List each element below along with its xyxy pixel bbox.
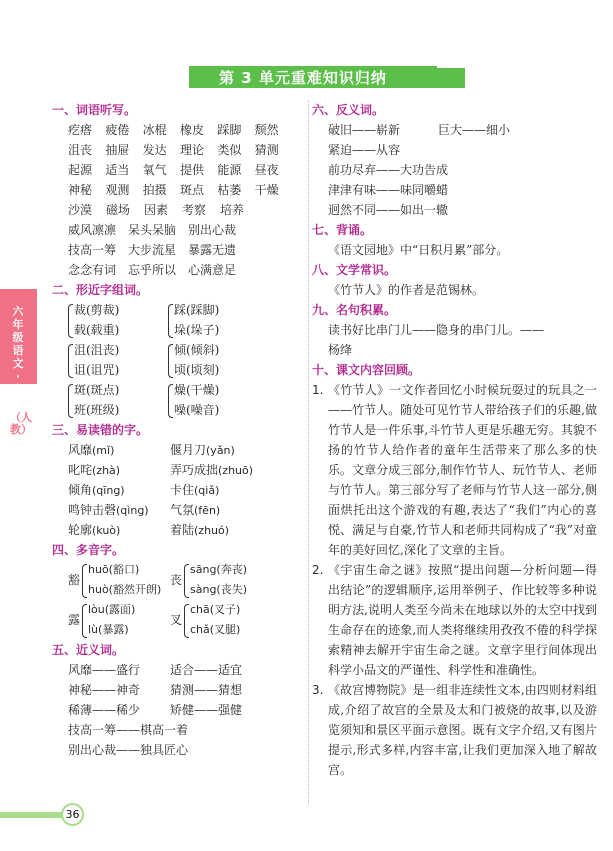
word: 观测 bbox=[105, 183, 130, 197]
word: 疙瘩 bbox=[68, 123, 93, 137]
polyphone-row bbox=[68, 600, 292, 640]
pair-item: 顷(顷刻) bbox=[174, 363, 220, 377]
polyphone-item bbox=[68, 600, 170, 640]
word: 沙漠 bbox=[68, 203, 93, 217]
idiom: 念念有词 bbox=[68, 263, 117, 277]
pair-item: 裁(剪裁) bbox=[74, 303, 120, 317]
idiom-row bbox=[68, 220, 292, 240]
word: 风靡 bbox=[68, 443, 93, 457]
section-heading: 三、易读错的字。 bbox=[52, 423, 149, 437]
pronunciation-row bbox=[68, 520, 292, 540]
item-number: 1. bbox=[312, 383, 324, 397]
section-heading: 一、词语听写。 bbox=[52, 103, 137, 117]
pronunciation-item bbox=[170, 480, 272, 500]
similar-char-pair bbox=[168, 380, 268, 420]
footer-bar bbox=[0, 812, 64, 818]
word: 因素 bbox=[144, 203, 169, 217]
reading: huō(豁口) bbox=[88, 563, 140, 576]
word: 培养 bbox=[220, 203, 245, 217]
idiom: 心满意足 bbox=[188, 263, 237, 277]
idiom: 技高一筹 bbox=[68, 243, 117, 257]
brace-icon bbox=[68, 304, 73, 338]
pinyin: (zhuō) bbox=[218, 464, 254, 477]
pair-item: 燥(干燥) bbox=[174, 383, 220, 397]
brace-icon bbox=[82, 564, 87, 598]
banner-notch bbox=[437, 64, 465, 68]
synonym-pair: 神秘——神奇 bbox=[68, 683, 141, 697]
pronunciation-item bbox=[170, 460, 272, 480]
word-row bbox=[68, 200, 292, 220]
similar-char-pair bbox=[68, 340, 168, 380]
word: 斑点 bbox=[179, 183, 204, 197]
brace-icon bbox=[168, 344, 173, 378]
pronunciation-item bbox=[68, 480, 170, 500]
word-row bbox=[68, 140, 292, 160]
word: 踩脚 bbox=[217, 123, 242, 137]
page-title: 第 3 单元重难知识归纳 bbox=[219, 69, 387, 87]
synonym-row bbox=[68, 700, 292, 720]
pair-item: 诅(诅咒) bbox=[74, 363, 120, 377]
synonym-row bbox=[68, 660, 292, 680]
section-heading: 六、反义词。 bbox=[312, 103, 385, 117]
word: 叱咤 bbox=[68, 463, 93, 477]
review-item bbox=[312, 560, 597, 680]
section-heading: 七、背诵。 bbox=[312, 223, 373, 237]
word: 能源 bbox=[217, 163, 242, 177]
brace-icon bbox=[68, 344, 73, 378]
word: 沮丧 bbox=[68, 143, 93, 157]
pinyin: (qīng) bbox=[92, 484, 125, 497]
pair-item: 噪(噪音) bbox=[174, 403, 220, 417]
antonym-pair: 破旧——崭新 bbox=[328, 123, 401, 137]
word: 类似 bbox=[217, 143, 242, 157]
synonym-pair: 技高一筹——棋高一着 bbox=[68, 723, 189, 737]
section-heading: 八、文学常识。 bbox=[312, 263, 397, 277]
pronunciation-item bbox=[68, 520, 170, 540]
idiom: 忘乎所以 bbox=[128, 263, 177, 277]
pinyin: (zhà) bbox=[92, 464, 121, 477]
pronunciation-item bbox=[170, 520, 272, 540]
pronunciation-item bbox=[170, 440, 272, 460]
similar-char-pair bbox=[68, 300, 168, 340]
pair-item: 斑(斑点) bbox=[74, 383, 120, 397]
synonym-row bbox=[68, 680, 292, 700]
pinyin: (zhuó) bbox=[194, 524, 230, 537]
word: 昼夜 bbox=[254, 163, 279, 177]
word: 着陆 bbox=[170, 523, 195, 537]
idiom: 大步流星 bbox=[128, 243, 177, 257]
word: 提供 bbox=[179, 163, 204, 177]
synonym-pair: 猜测——猜想 bbox=[170, 683, 243, 697]
antonym-row bbox=[328, 120, 597, 140]
word: 发达 bbox=[142, 143, 167, 157]
word: 气氛 bbox=[170, 503, 195, 517]
idiom: 威风凛凛 bbox=[68, 223, 117, 237]
polyphone-item bbox=[68, 560, 170, 600]
brace-icon bbox=[184, 604, 189, 638]
similar-char-pair bbox=[68, 380, 168, 420]
pinyin: (yǎn) bbox=[206, 444, 235, 457]
page-title-banner bbox=[189, 66, 465, 88]
antonym-pair: 迥然不同——如出一辙 bbox=[328, 203, 449, 217]
word: 干燥 bbox=[254, 183, 279, 197]
word: 偃月刀 bbox=[170, 443, 207, 457]
word: 考察 bbox=[182, 203, 207, 217]
brace-icon bbox=[184, 564, 189, 598]
word: 橡皮 bbox=[179, 123, 204, 137]
pronunciation-item bbox=[68, 460, 170, 480]
side-tab bbox=[0, 289, 37, 396]
pair-item: 踩(踩脚) bbox=[174, 303, 220, 317]
review-text: 《故宫博物院》是一组非连续性文本,由四则材料组成,介绍了故宫的全景及太和门被烧的故事,以及游览须知和景区平面示意图。既有文字介绍,又有图片提示,形式多样,内容丰富,让我们更加深入地了解故宫。 bbox=[328, 683, 597, 777]
synonym-pair: 别出心裁——独具匠心 bbox=[68, 743, 189, 757]
word: 抽屉 bbox=[105, 143, 130, 157]
idiom: 呆头呆脑 bbox=[128, 223, 177, 237]
brace-icon bbox=[68, 384, 73, 418]
pronunciation-item bbox=[170, 500, 272, 520]
idiom: 别出心裁 bbox=[188, 223, 237, 237]
review-text: 《竹节人》一文作者回忆小时候玩耍过的玩具之一——竹节人。随处可见竹节人带给孩子们的乐趣,做竹节人是一件乐事,斗竹节人更是乐趣无穷。其貌不扬的竹节人给作者的童年生活带来了那么多的快乐。文章分成三部分,制作竹节人、玩竹节人、老师与竹节人。第三部分写了老师与竹节人这一部分,侧面烘托出这个游戏的有趣,表达了“我们”内心的喜悦、满足与自豪,竹节人和老师共同构成了“我”对童年的美好回忆,深化了文章的主旨。 bbox=[328, 383, 597, 557]
literature-fact: 《竹节人》的作者是范锡林。 bbox=[328, 283, 485, 297]
reading: sāng(奔丧) bbox=[190, 563, 248, 576]
word: 卡住 bbox=[170, 483, 195, 497]
reading: chǎ(叉腿) bbox=[190, 623, 241, 636]
item-number: 3. bbox=[312, 683, 324, 697]
section-heading: 十、课文内容回顾。 bbox=[312, 363, 421, 377]
reading: lòu(露面) bbox=[88, 603, 136, 616]
pinyin: (qìng) bbox=[116, 504, 149, 517]
synonym-pair: 风靡——盛行 bbox=[68, 663, 141, 677]
word: 适当 bbox=[105, 163, 130, 177]
page-number: 36 bbox=[61, 803, 84, 826]
word: 倾角 bbox=[68, 483, 93, 497]
similar-char-pair bbox=[168, 340, 268, 380]
pronunciation-item bbox=[68, 440, 170, 460]
brace-icon bbox=[82, 604, 87, 638]
word: 枯萎 bbox=[217, 183, 242, 197]
word: 氧气 bbox=[142, 163, 167, 177]
antonym-pair: 津津有味——味同嚼蜡 bbox=[328, 183, 449, 197]
antonym-pair: 巨大——细小 bbox=[438, 123, 511, 137]
word: 猜测 bbox=[254, 143, 279, 157]
polyphone-char: 露 bbox=[68, 613, 81, 627]
grade-label: 六年级语文·上 bbox=[12, 305, 24, 396]
idiom: 暴露无遗 bbox=[188, 243, 237, 257]
word: 弄巧成拙 bbox=[170, 463, 219, 477]
section-heading: 五、近义词。 bbox=[52, 643, 125, 657]
word-row bbox=[68, 180, 292, 200]
review-text: 《宇宙生命之谜》按照“提出问题—分析问题—得出结论”的逻辑顺序,运用举例子、作比较等多种说明方法,说明人类至今尚未在地球以外的太空中找到生命存在的迹象,而人类将继续用孜孜不倦的科学探索精神去解开宇宙生命之谜。文章字里行间体现出科学小品文的严谨性、科学性和准确性。 bbox=[328, 563, 597, 677]
dictation-words bbox=[68, 120, 292, 220]
similar-char-row bbox=[68, 340, 292, 380]
polyphone-item bbox=[170, 600, 272, 640]
pronunciation-item bbox=[68, 500, 170, 520]
word: 颓然 bbox=[254, 123, 279, 137]
similar-char-row bbox=[68, 380, 292, 420]
pair-item: 沮(沮丧) bbox=[74, 343, 120, 357]
word: 冰棍 bbox=[142, 123, 167, 137]
synonym-pair: 稀薄——稀少 bbox=[68, 703, 141, 717]
brace-icon bbox=[168, 384, 173, 418]
review-item bbox=[312, 680, 597, 780]
word-row bbox=[68, 160, 292, 180]
pair-item: 班(班级) bbox=[74, 403, 120, 417]
synonym-pair: 适合——适宜 bbox=[170, 663, 243, 677]
right-column bbox=[312, 100, 597, 780]
idiom-row bbox=[68, 240, 292, 260]
polyphone-char: 豁 bbox=[68, 573, 81, 587]
pinyin: (kuò) bbox=[92, 524, 121, 537]
antonym-pair: 紧迫——从容 bbox=[328, 143, 401, 157]
word: 轮廓 bbox=[68, 523, 93, 537]
similar-char-pair bbox=[168, 300, 268, 340]
item-number: 2. bbox=[312, 563, 324, 577]
word: 鸣钟击磬 bbox=[68, 503, 117, 517]
reading: lù(暴露) bbox=[88, 623, 129, 636]
antonym-pair: 前功尽弃——大功告成 bbox=[328, 163, 449, 177]
quote-text: 读书好比串门儿——隐身的串门儿。—— bbox=[328, 323, 545, 337]
quote-author: 杨绛 bbox=[328, 343, 353, 357]
reading: huò(豁然开朗) bbox=[88, 583, 162, 596]
brace-icon bbox=[168, 304, 173, 338]
recitation-text: 《语文园地》中“日积月累”部分。 bbox=[328, 243, 509, 257]
word: 神秘 bbox=[68, 183, 93, 197]
section-heading: 二、形近字组词。 bbox=[52, 283, 149, 297]
synonym-pair: 矫健——强健 bbox=[170, 703, 243, 717]
pronunciation-row bbox=[68, 460, 292, 480]
pronunciation-row bbox=[68, 440, 292, 460]
left-column bbox=[52, 100, 292, 760]
pair-item: 载(载重) bbox=[74, 323, 120, 337]
review-item bbox=[312, 380, 597, 560]
pronunciation-row bbox=[68, 480, 292, 500]
pair-item: 倾(倾斜) bbox=[174, 343, 220, 357]
word: 疲倦 bbox=[105, 123, 130, 137]
word: 起源 bbox=[68, 163, 93, 177]
polyphone-char: 丧 bbox=[170, 573, 183, 587]
section-heading: 九、名句积累。 bbox=[312, 303, 397, 317]
pinyin: (fēn) bbox=[194, 504, 221, 517]
idiom-row bbox=[68, 260, 292, 280]
polyphone-char: 叉 bbox=[170, 613, 183, 627]
pronunciation-row bbox=[68, 500, 292, 520]
polyphone-item bbox=[170, 560, 272, 600]
word: 磁场 bbox=[106, 203, 131, 217]
reading: chā(叉子) bbox=[190, 603, 241, 616]
publisher-label: （人教） bbox=[10, 411, 32, 436]
word-row bbox=[68, 120, 292, 140]
section-heading: 四、多音字。 bbox=[52, 543, 125, 557]
pinyin: (mǐ) bbox=[92, 444, 115, 457]
polyphone-row bbox=[68, 560, 292, 600]
pinyin: (qiǎ) bbox=[194, 484, 220, 497]
reading: sàng(丧失) bbox=[190, 583, 248, 596]
word: 拍摄 bbox=[142, 183, 167, 197]
word: 理论 bbox=[179, 143, 204, 157]
similar-char-row bbox=[68, 300, 292, 340]
pair-item: 垛(垛子) bbox=[174, 323, 220, 337]
column-divider bbox=[308, 100, 309, 805]
